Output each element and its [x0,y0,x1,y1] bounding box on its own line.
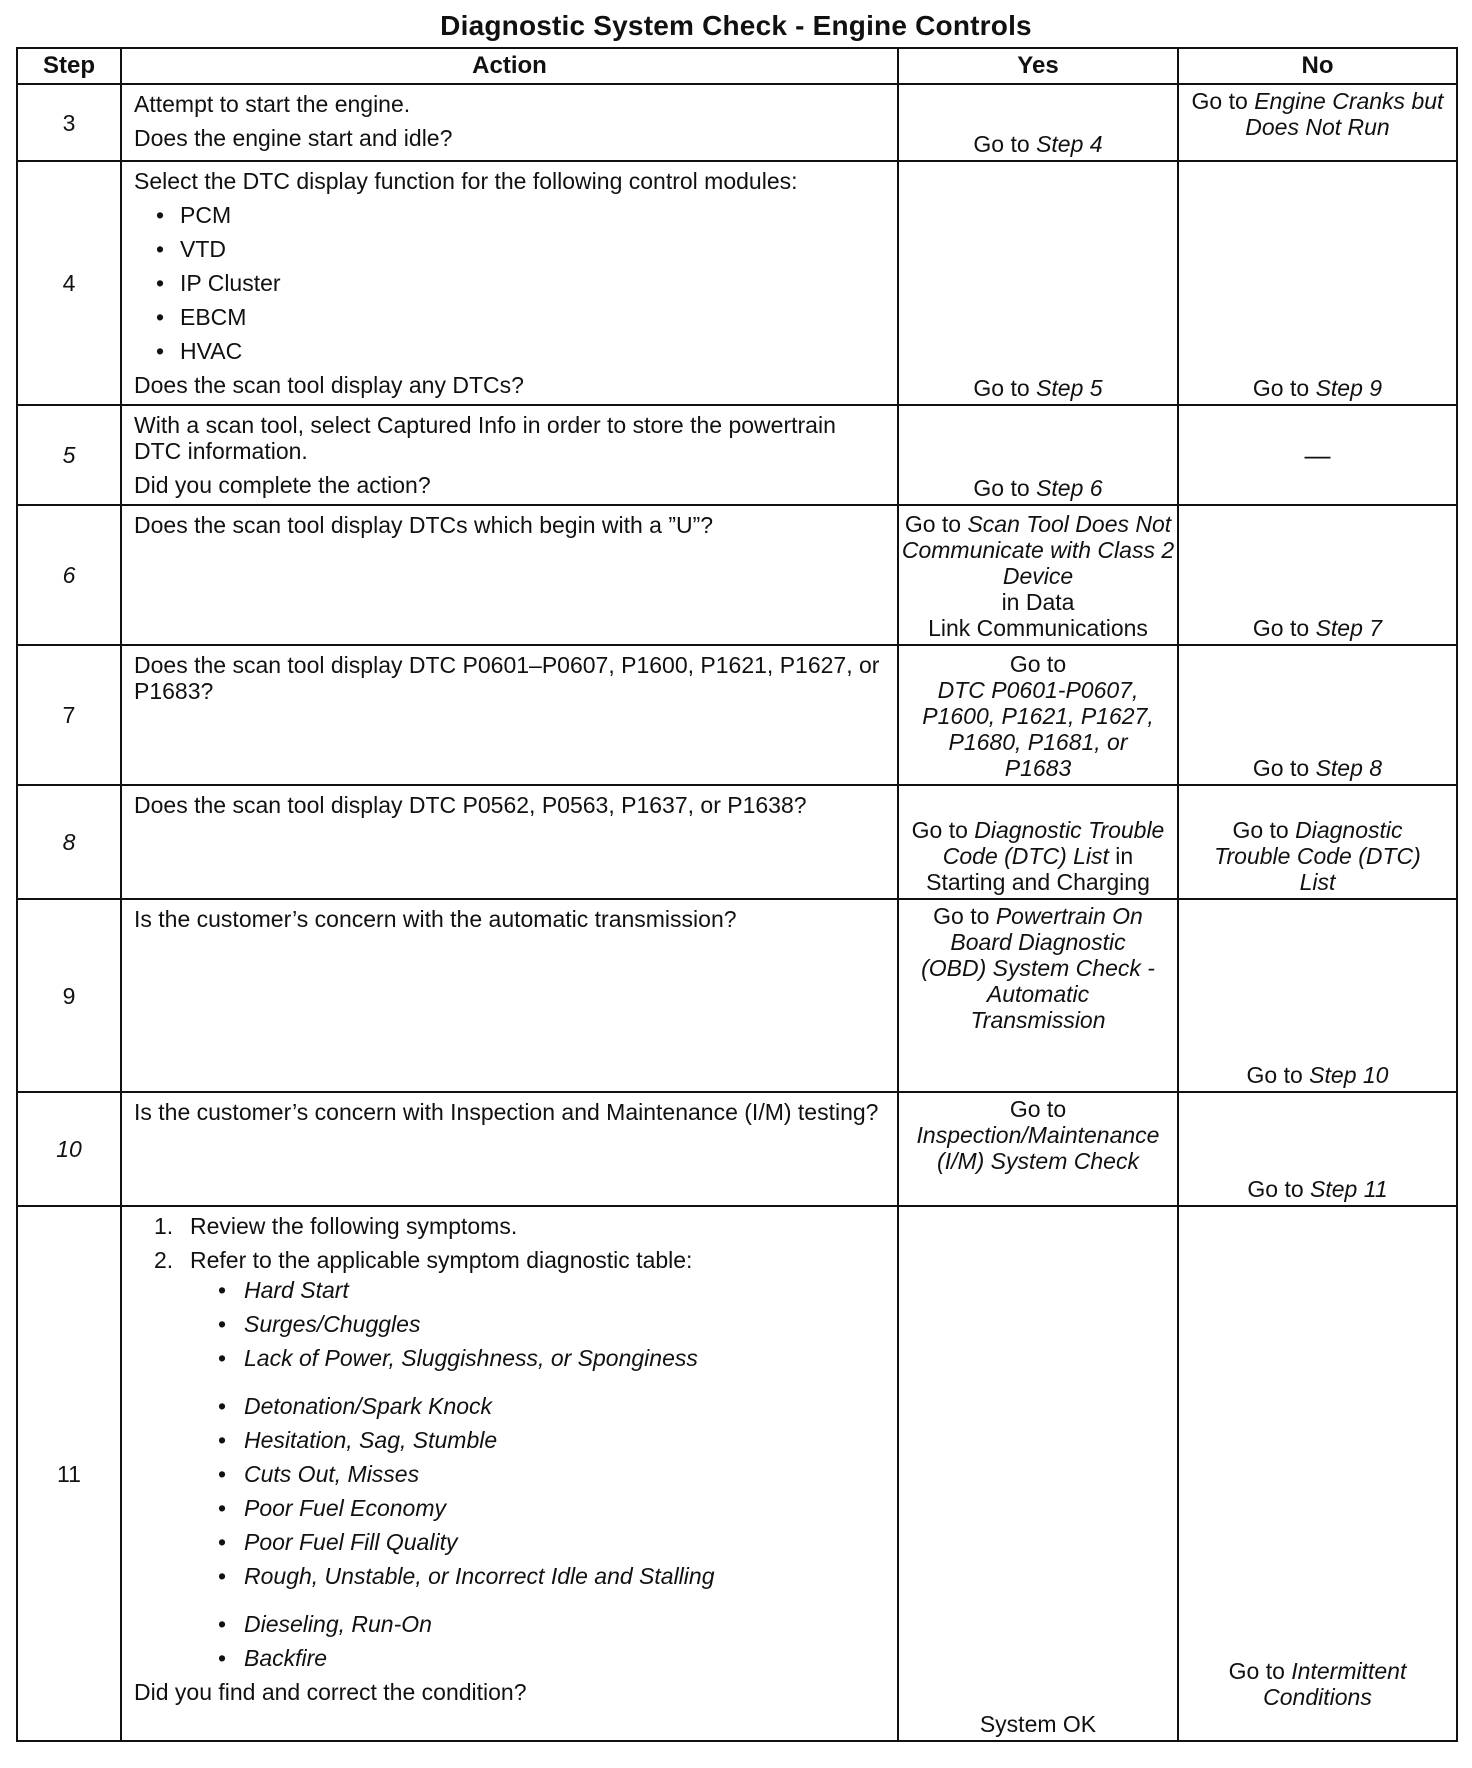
no-answer [1179,88,1456,140]
yes-answer [899,903,1177,1033]
yes-cell [898,645,1178,785]
no-cell [1178,1092,1457,1206]
action-question: Does the engine start and idle? [134,125,453,151]
no-cell [1178,161,1457,405]
yes-answer [899,651,1177,781]
no-prefix: Go to [1252,375,1316,401]
no-prefix: Go to [1232,817,1296,843]
yes-answer [899,1096,1177,1174]
action-text: Does the scan tool display DTC P0562, P0563, P1637, or P1638? [134,792,807,818]
header-step: Step [17,48,121,84]
yes-prefix: Go to [911,817,975,843]
action-question: Does the scan tool display any DTCs? [134,372,524,398]
step-number: 7 [17,645,121,785]
no-link[interactable]: Step 11 [1310,1176,1388,1202]
no-prefix: Go to [1252,615,1316,641]
step-number: 5 [17,405,121,505]
no-prefix: Go to [1191,88,1255,114]
yes-prefix: Go to [904,511,968,537]
symptom-link[interactable]: • Backfire [218,1645,887,1671]
step-number: 3 [17,84,121,161]
no-cell [1178,1206,1457,1741]
no-prefix: Go to [1247,1176,1311,1202]
yes-prefix: Go to [1009,1096,1067,1122]
action-cell [121,161,898,405]
no-link[interactable]: Engine Cranks but Does Not Run [1245,88,1444,140]
yes-prefix: Go to [973,131,1037,157]
step-number: 9 [17,899,121,1092]
symptom-link[interactable]: • Poor Fuel Economy [218,1495,887,1521]
symptom-link[interactable]: • Dieseling, Run-On [218,1611,887,1637]
yes-cell [898,161,1178,405]
header-no: No [1178,48,1457,84]
table-row [17,899,1457,1092]
symptom-link[interactable]: • Cuts Out, Misses [218,1461,887,1487]
yes-cell [898,84,1178,161]
header-action: Action [121,48,898,84]
no-link[interactable]: Intermittent Conditions [1263,1658,1407,1710]
yes-answer [899,817,1177,895]
yes-link[interactable]: Step 4 [1036,131,1103,157]
action-text: Does the scan tool display DTCs which begin with a ”U”? [134,512,714,538]
action-cell [121,785,898,899]
action-text: Select the DTC display function for the following control modules: [134,168,798,194]
symptom-list [154,1277,887,1671]
yes-cell [898,505,1178,645]
yes-cell [898,1092,1178,1206]
table-row [17,1206,1457,1741]
no-link[interactable]: Step 8 [1315,755,1383,781]
yes-answer [899,375,1177,401]
action-cell [121,645,898,785]
yes-cell [898,1206,1178,1741]
no-link[interactable]: Step 7 [1315,615,1383,641]
yes-answer: System OK [979,1711,1097,1737]
no-prefix: Go to [1228,1658,1292,1684]
list-item: • EBCM [156,304,887,330]
no-answer [1179,1176,1456,1202]
no-prefix: Go to [1246,1062,1310,1088]
step-number: 11 [17,1206,121,1741]
table-row [17,1092,1457,1206]
yes-answer [899,131,1177,157]
no-answer: — [1304,440,1331,470]
list-item: 1. Review the following symptoms. [154,1213,518,1239]
table-row [17,161,1457,405]
symptom-link[interactable]: • Hard Start [218,1277,887,1303]
action-text: Attempt to start the engine. [134,91,411,117]
no-answer [1179,755,1456,781]
yes-prefix: Go to [973,375,1037,401]
list-item: • PCM [156,202,887,228]
yes-prefix: Go to [933,903,996,929]
table-row [17,785,1457,899]
symptom-link[interactable]: • Hesitation, Sag, Stumble [218,1427,887,1453]
yes-suffix: in Data [1001,589,1075,615]
action-cell [121,1092,898,1206]
yes-link[interactable]: Inspection/Maintenance (I/M) System Check [916,1122,1160,1174]
list-item: 2. Refer to the applicable symptom diagnostic table: • Hard Start • Surges/Chuggles • Lack of Power, Sluggishness, or Sponginess • Detonation/Spark Knock • Hesitation, Sag, Stumble • Cuts Out, Misses • Poor Fuel Economy • Poor Fuel Fill Quality • Rough, Unstable, or Incorrect Idle and Stalling • Dieseling, Run-On • Backfire [154,1247,887,1671]
action-cell [121,505,898,645]
numbered-steps [134,1213,887,1671]
yes-link[interactable]: DTC P0601-P0607, P1600, P1621, P1627, P1680, P1681, or P1683 [922,677,1154,781]
action-text: With a scan tool, select Captured Info in order to store the powertrain DTC information. [134,412,836,464]
action-cell [121,84,898,161]
list-item: • VTD [156,236,887,262]
yes-link[interactable]: Diagnostic Trouble Code (DTC) List [942,817,1165,869]
symptom-link[interactable]: • Lack of Power, Sluggishness, or Sponginess [218,1345,887,1371]
symptom-link[interactable]: • Rough, Unstable, or Incorrect Idle and Stalling [218,1563,887,1589]
yes-cell [898,899,1178,1092]
yes-link[interactable]: Step 5 [1036,375,1103,401]
action-cell [121,405,898,505]
yes-section: Link Communications [928,615,1148,641]
yes-cell [898,785,1178,899]
list-item: • IP Cluster [156,270,887,296]
no-answer [1179,1062,1456,1088]
yes-prefix: Go to [1009,651,1067,677]
no-cell [1178,405,1457,505]
no-cell [1178,899,1457,1092]
yes-link[interactable]: Powertrain On Board Diagnostic (OBD) System Check - Automatic Transmission [921,903,1155,1033]
action-question: Did you complete the action? [134,472,431,498]
action-cell [121,1206,898,1741]
yes-suffix: in [1108,843,1134,869]
no-cell [1178,645,1457,785]
step-number: 4 [17,161,121,405]
list-item: • HVAC [156,338,887,364]
yes-link[interactable]: Scan Tool Does Not Communicate with Class 2 Device [901,511,1175,589]
yes-link[interactable]: Step 6 [1036,475,1103,501]
symptom-link[interactable]: • Poor Fuel Fill Quality [218,1529,887,1555]
yes-answer [899,475,1177,501]
step-number: 10 [17,1092,121,1206]
no-cell [1178,505,1457,645]
header-yes: Yes [898,48,1178,84]
yes-prefix: Go to [973,475,1037,501]
module-list [134,202,887,364]
symptom-link[interactable]: • Surges/Chuggles [218,1311,887,1337]
action-text: Does the scan tool display DTC P0601–P0607, P1600, P1621, P1627, or P1683? [134,652,880,704]
table-row [17,645,1457,785]
action-text: Is the customer’s concern with the automatic transmission? [134,906,737,932]
no-cell [1178,785,1457,899]
table-row [17,84,1457,161]
table-row [17,405,1457,505]
symptom-link[interactable]: • Detonation/Spark Knock [218,1393,887,1419]
header-row [17,48,1457,84]
no-answer [1179,817,1456,895]
no-prefix: Go to [1252,755,1316,781]
step-number: 6 [17,505,121,645]
page-title: Diagnostic System Check - Engine Controls [440,10,1032,41]
diagnostic-table [16,47,1458,1742]
action-question: Did you find and correct the condition? [134,1679,527,1705]
action-text: Is the customer’s concern with Inspection and Maintenance (I/M) testing? [134,1099,879,1125]
step-number: 8 [17,785,121,899]
table-row [17,505,1457,645]
yes-answer [899,511,1177,641]
no-link[interactable]: Step 9 [1315,375,1383,401]
no-link[interactable]: Diagnostic Trouble Code (DTC) List [1214,817,1421,895]
no-answer [1179,375,1456,401]
no-link[interactable]: Step 10 [1309,1062,1389,1088]
yes-section: Starting and Charging [926,869,1150,895]
no-answer [1179,1658,1456,1710]
no-answer [1179,615,1456,641]
action-cell [121,899,898,1092]
no-cell [1178,84,1457,161]
yes-cell [898,405,1178,505]
